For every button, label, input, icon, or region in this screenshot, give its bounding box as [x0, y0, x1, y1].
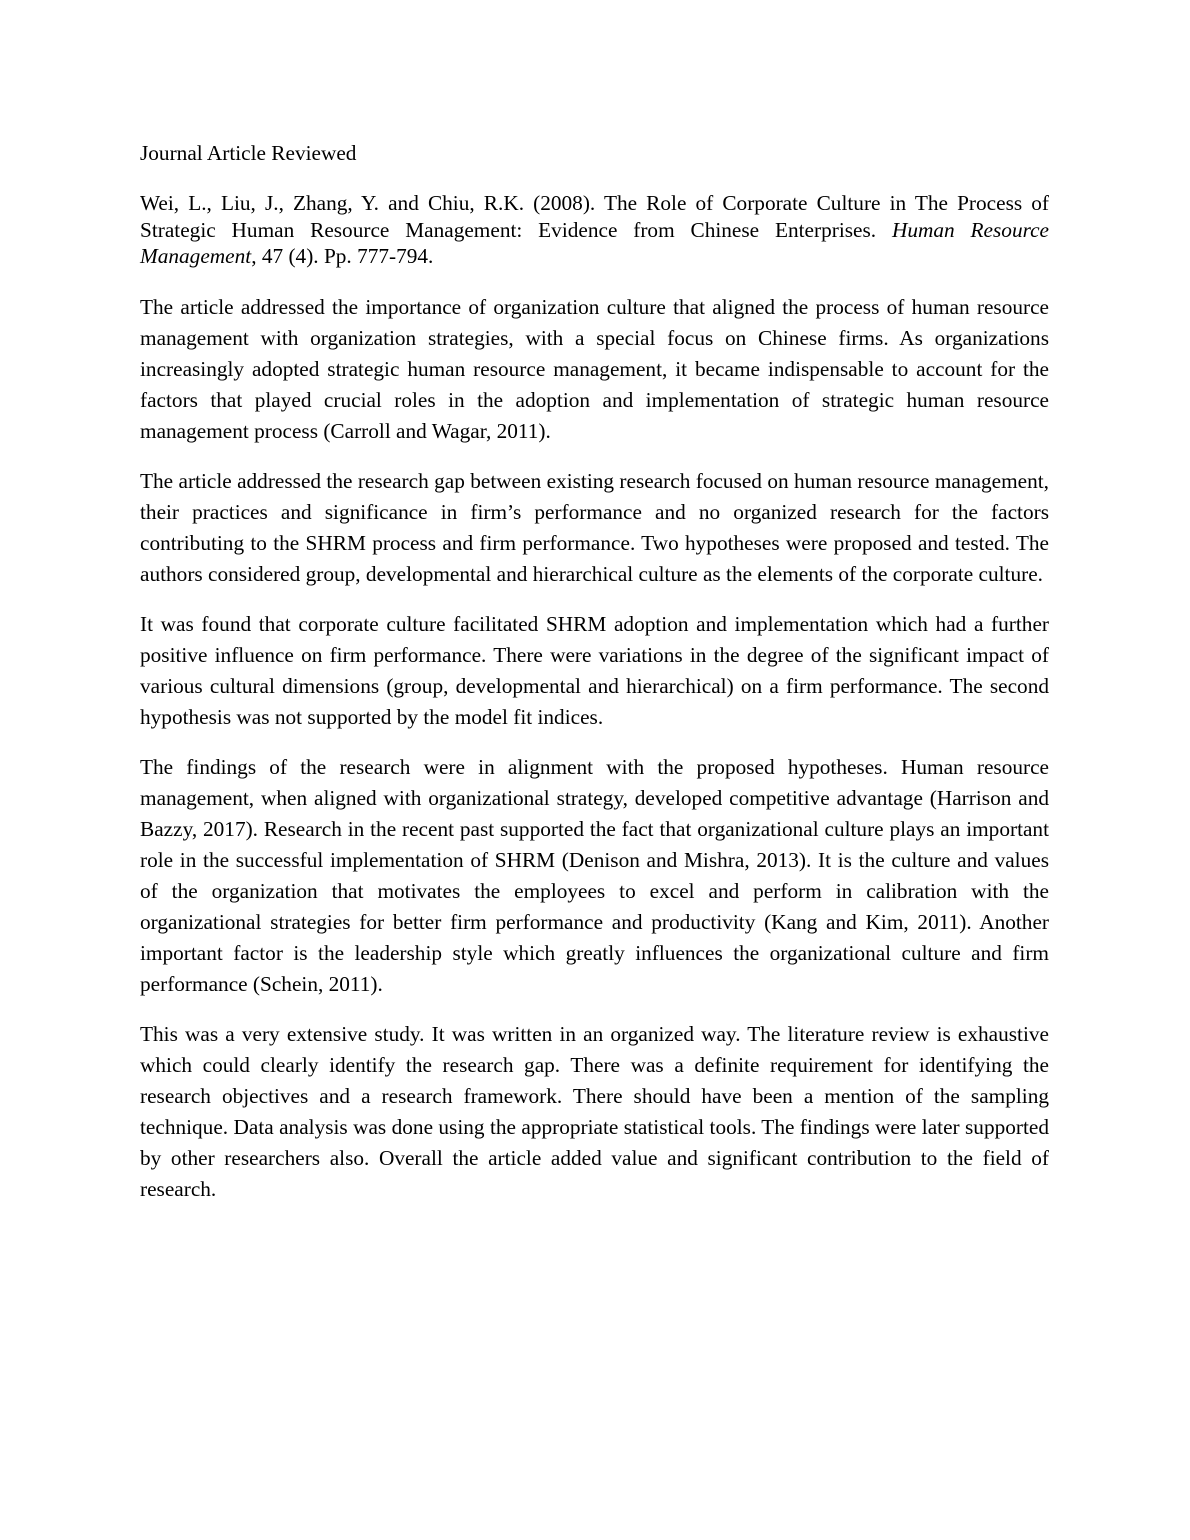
paragraph-discussion: The findings of the research were in alignment with the proposed hypotheses. Human resource management, when aligned with organizational strategy, developed competitive advantage (Harrison and Bazzy, 2017). Research in the recent past supported the fact that organizational culture plays an important role in the successful implementation of SHRM (Denison and Mishra, 2013). It is the culture and values of the organization that motivates the employees to excel and perform in calibration with the organizational strategies for better firm performance and productivity (Kang and Kim, 2011). Another important factor is the leadership style which greatly influences the organizational culture and firm performance (Schein, 2011).: [140, 754, 1049, 996]
document-page: [140, 138, 1049, 1224]
paragraph-introduction: The article addressed the importance of organization culture that aligned the process of human resource management with organization strategies, with a special focus on Chinese firms. As organizations increasingly adopted strategic human resource management, it became indispensable to account for the factors that played crucial roles in the adoption and implementation of strategic human resource management process (Carroll and Wagar, 2011).: [140, 294, 1049, 443]
citation-journal: Human Resource Management: [140, 217, 1049, 268]
reference-citation: [140, 190, 1049, 270]
citation-authors-title: Wei, L., Liu, J., Zhang, Y. and Chiu, R.K. (2008). The Role of Corporate Culture in The Process of Strategic Human Resource Management: Evidence from Chinese Enterprises.: [140, 191, 1049, 242]
paragraph-research-gap: The article addressed the research gap between existing research focused on human resource management, their practices and significance in firm’s performance and no organized research for the factors contributing to the SHRM process and firm performance. Two hypotheses were proposed and tested. The authors considered group, developmental and hierarchical culture as the elements of the corporate culture.: [140, 468, 1049, 586]
paragraph-evaluation: This was a very extensive study. It was written in an organized way. The literature review is exhaustive which could clearly identify the research gap. There was a definite requirement for identifying the research objectives and a research framework. There should have been a mention of the sampling technique. Data analysis was done using the appropriate statistical tools. The findings were later supported by other researchers also. Overall the article added value and significant contribution to the field of research.: [140, 1021, 1049, 1201]
document-heading: Journal Article Reviewed: [140, 141, 357, 165]
citation-details: , 47 (4). Pp. 777-794.: [251, 244, 434, 268]
paragraph-findings: It was found that corporate culture facilitated SHRM adoption and implementation which had a further positive influence on firm performance. There were variations in the degree of the significant impact of various cultural dimensions (group, developmental and hierarchical) on a firm performance. The second hypothesis was not supported by the model fit indices.: [140, 611, 1049, 729]
